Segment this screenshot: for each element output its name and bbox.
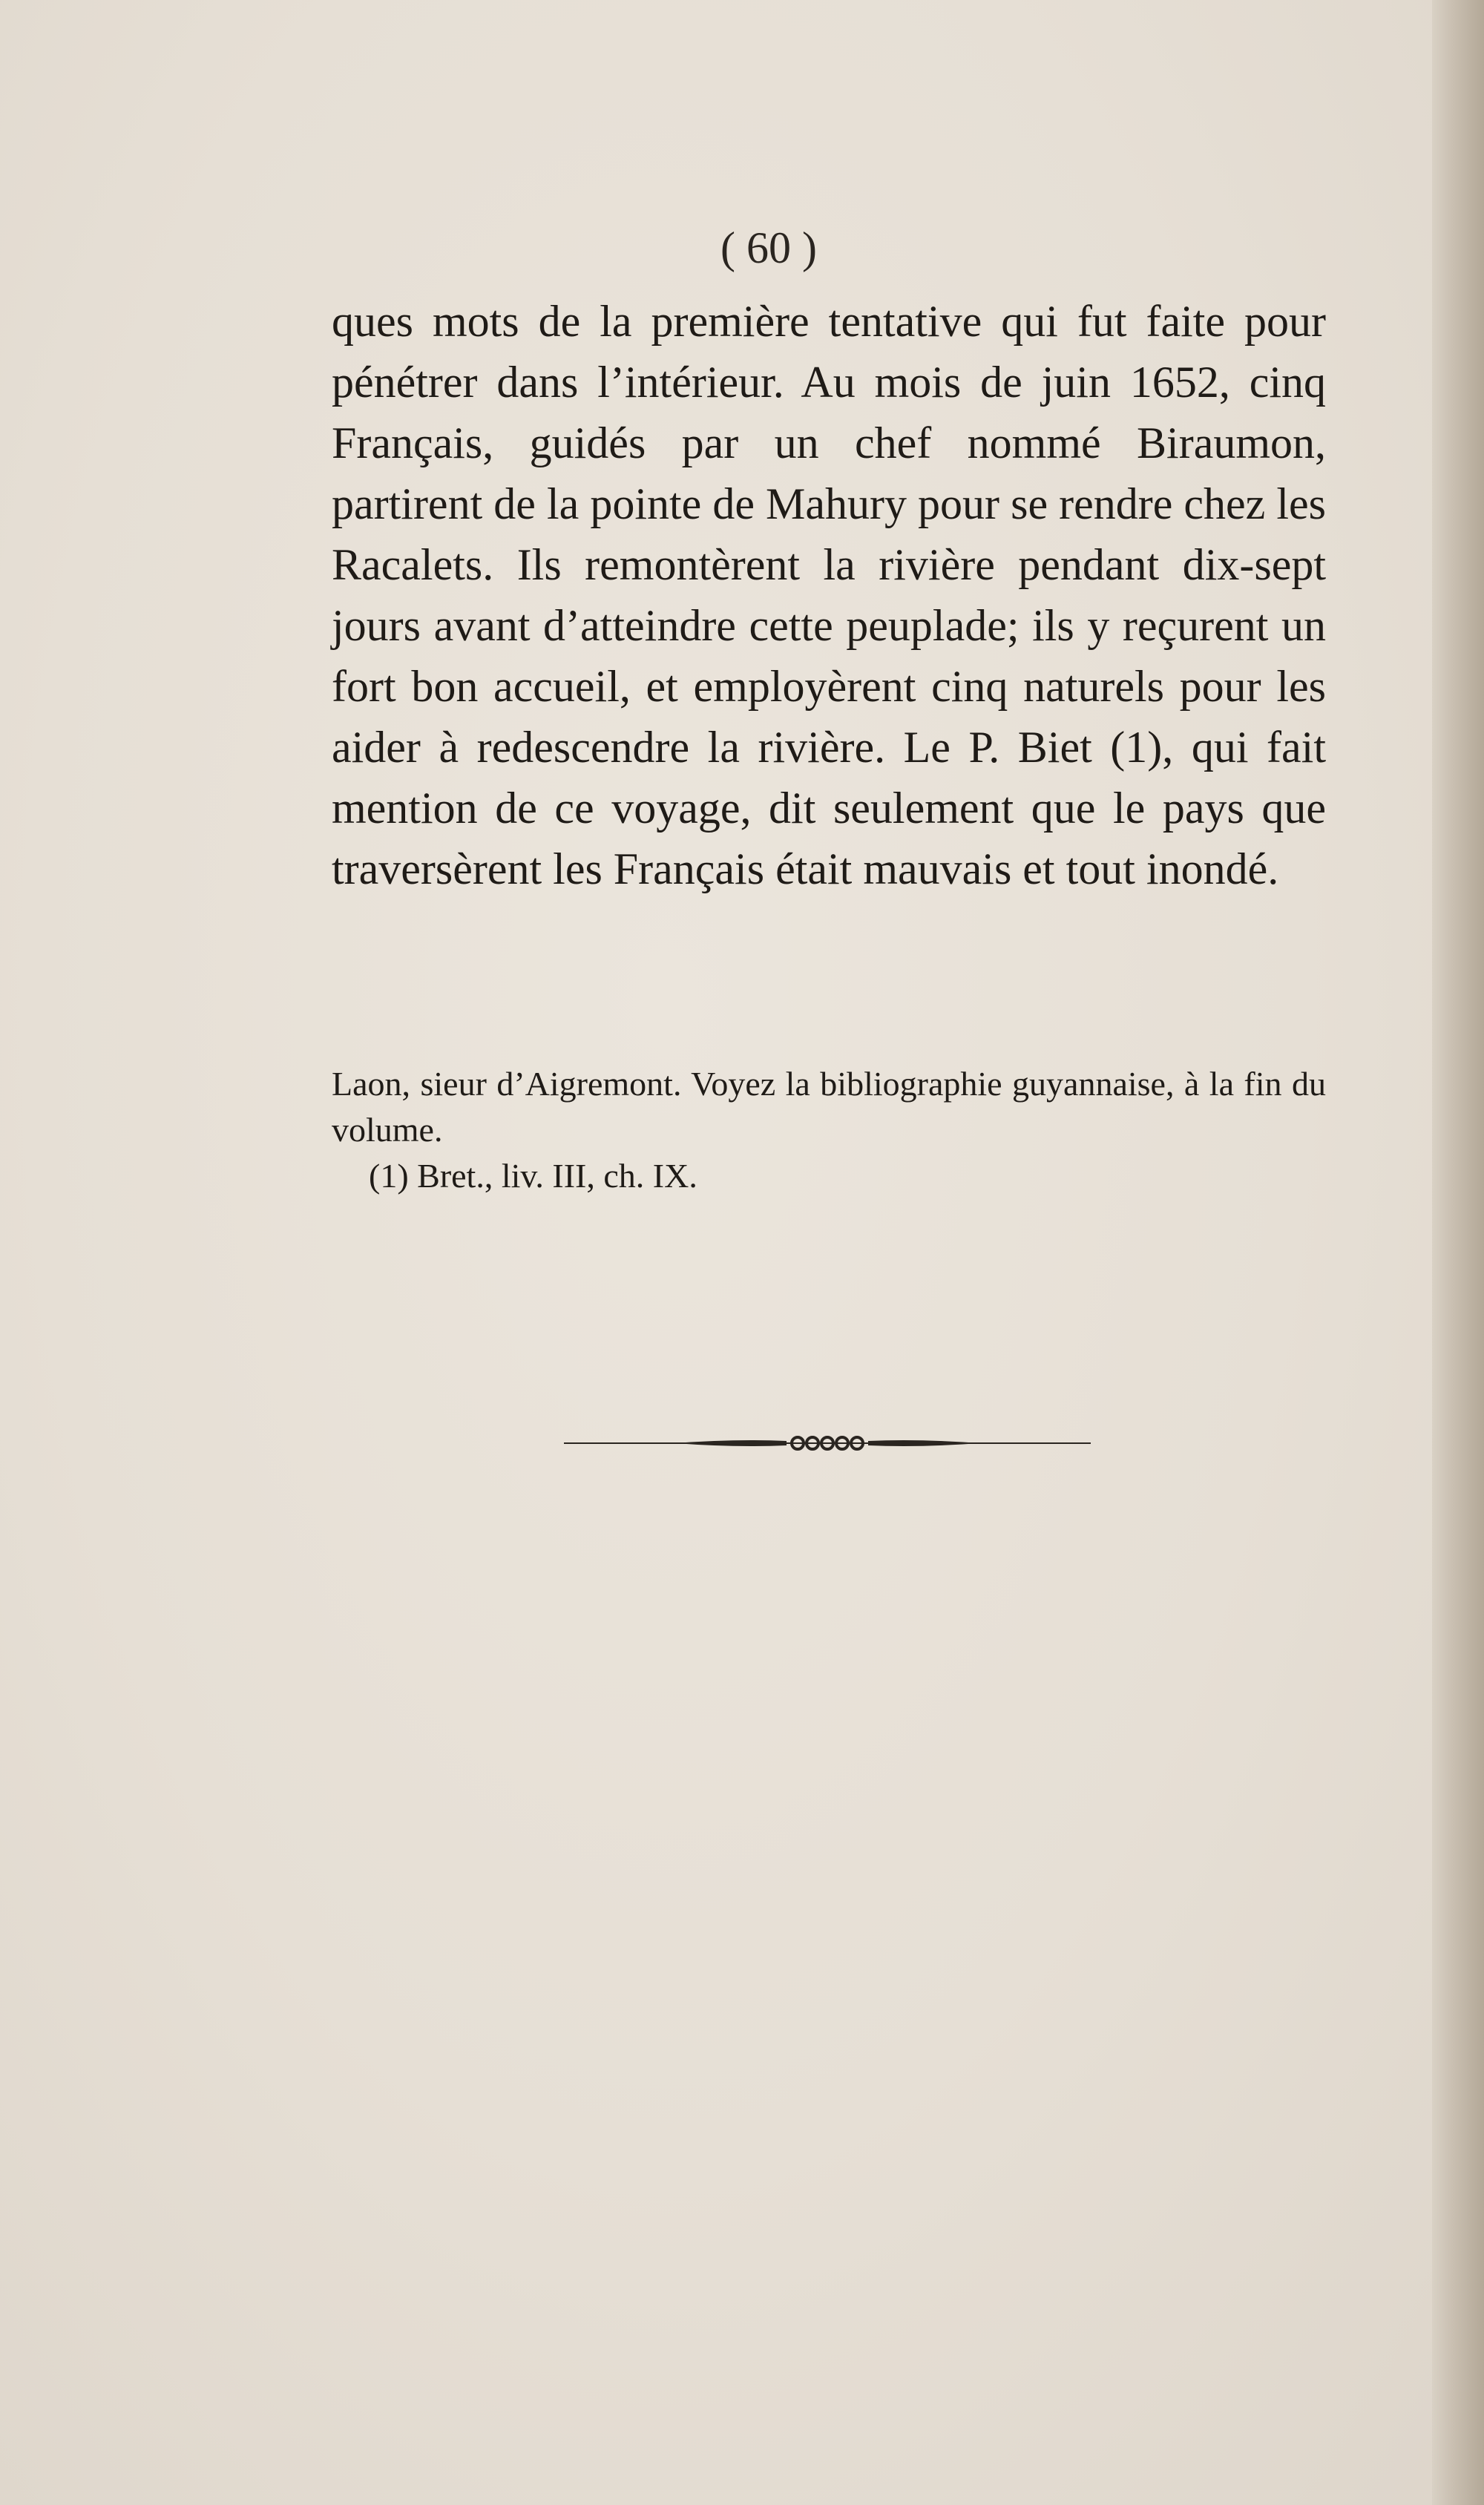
- book-spine-edge: [1432, 0, 1484, 2505]
- printer-ornament-icon: [564, 1421, 1091, 1465]
- footnotes: [332, 1061, 1326, 1199]
- footnote-continuation: Laon, sieur d’Aigremont. Voyez la bibliographie guyannaise, à la fin du volume.: [332, 1065, 1326, 1149]
- footnote-1: (1) Bret., liv. III, ch. IX.: [369, 1157, 697, 1195]
- main-text: [332, 291, 1326, 899]
- page-number: ( 60 ): [720, 223, 817, 272]
- body-paragraph: ques mots de la première tentative qui fut faite pour pénétrer dans l’intérieur. Au mois de juin 1652, cinq Français, guidés par un chef nommé Biraumon, partirent de la pointe de Mahury pour se rendre chez les Racalets. Ils remontèrent la rivière pendant dix-sept jours avant d’atteindre cette peuplade; ils y reçurent un fort bon accueil, et employèrent cinq naturels pour les aider à redescendre la rivière. Le P. Biet (1), qui fait mention de ce voyage, dit seulement que le pays que traversèrent les Français était mauvais et tout inondé.: [332, 297, 1326, 893]
